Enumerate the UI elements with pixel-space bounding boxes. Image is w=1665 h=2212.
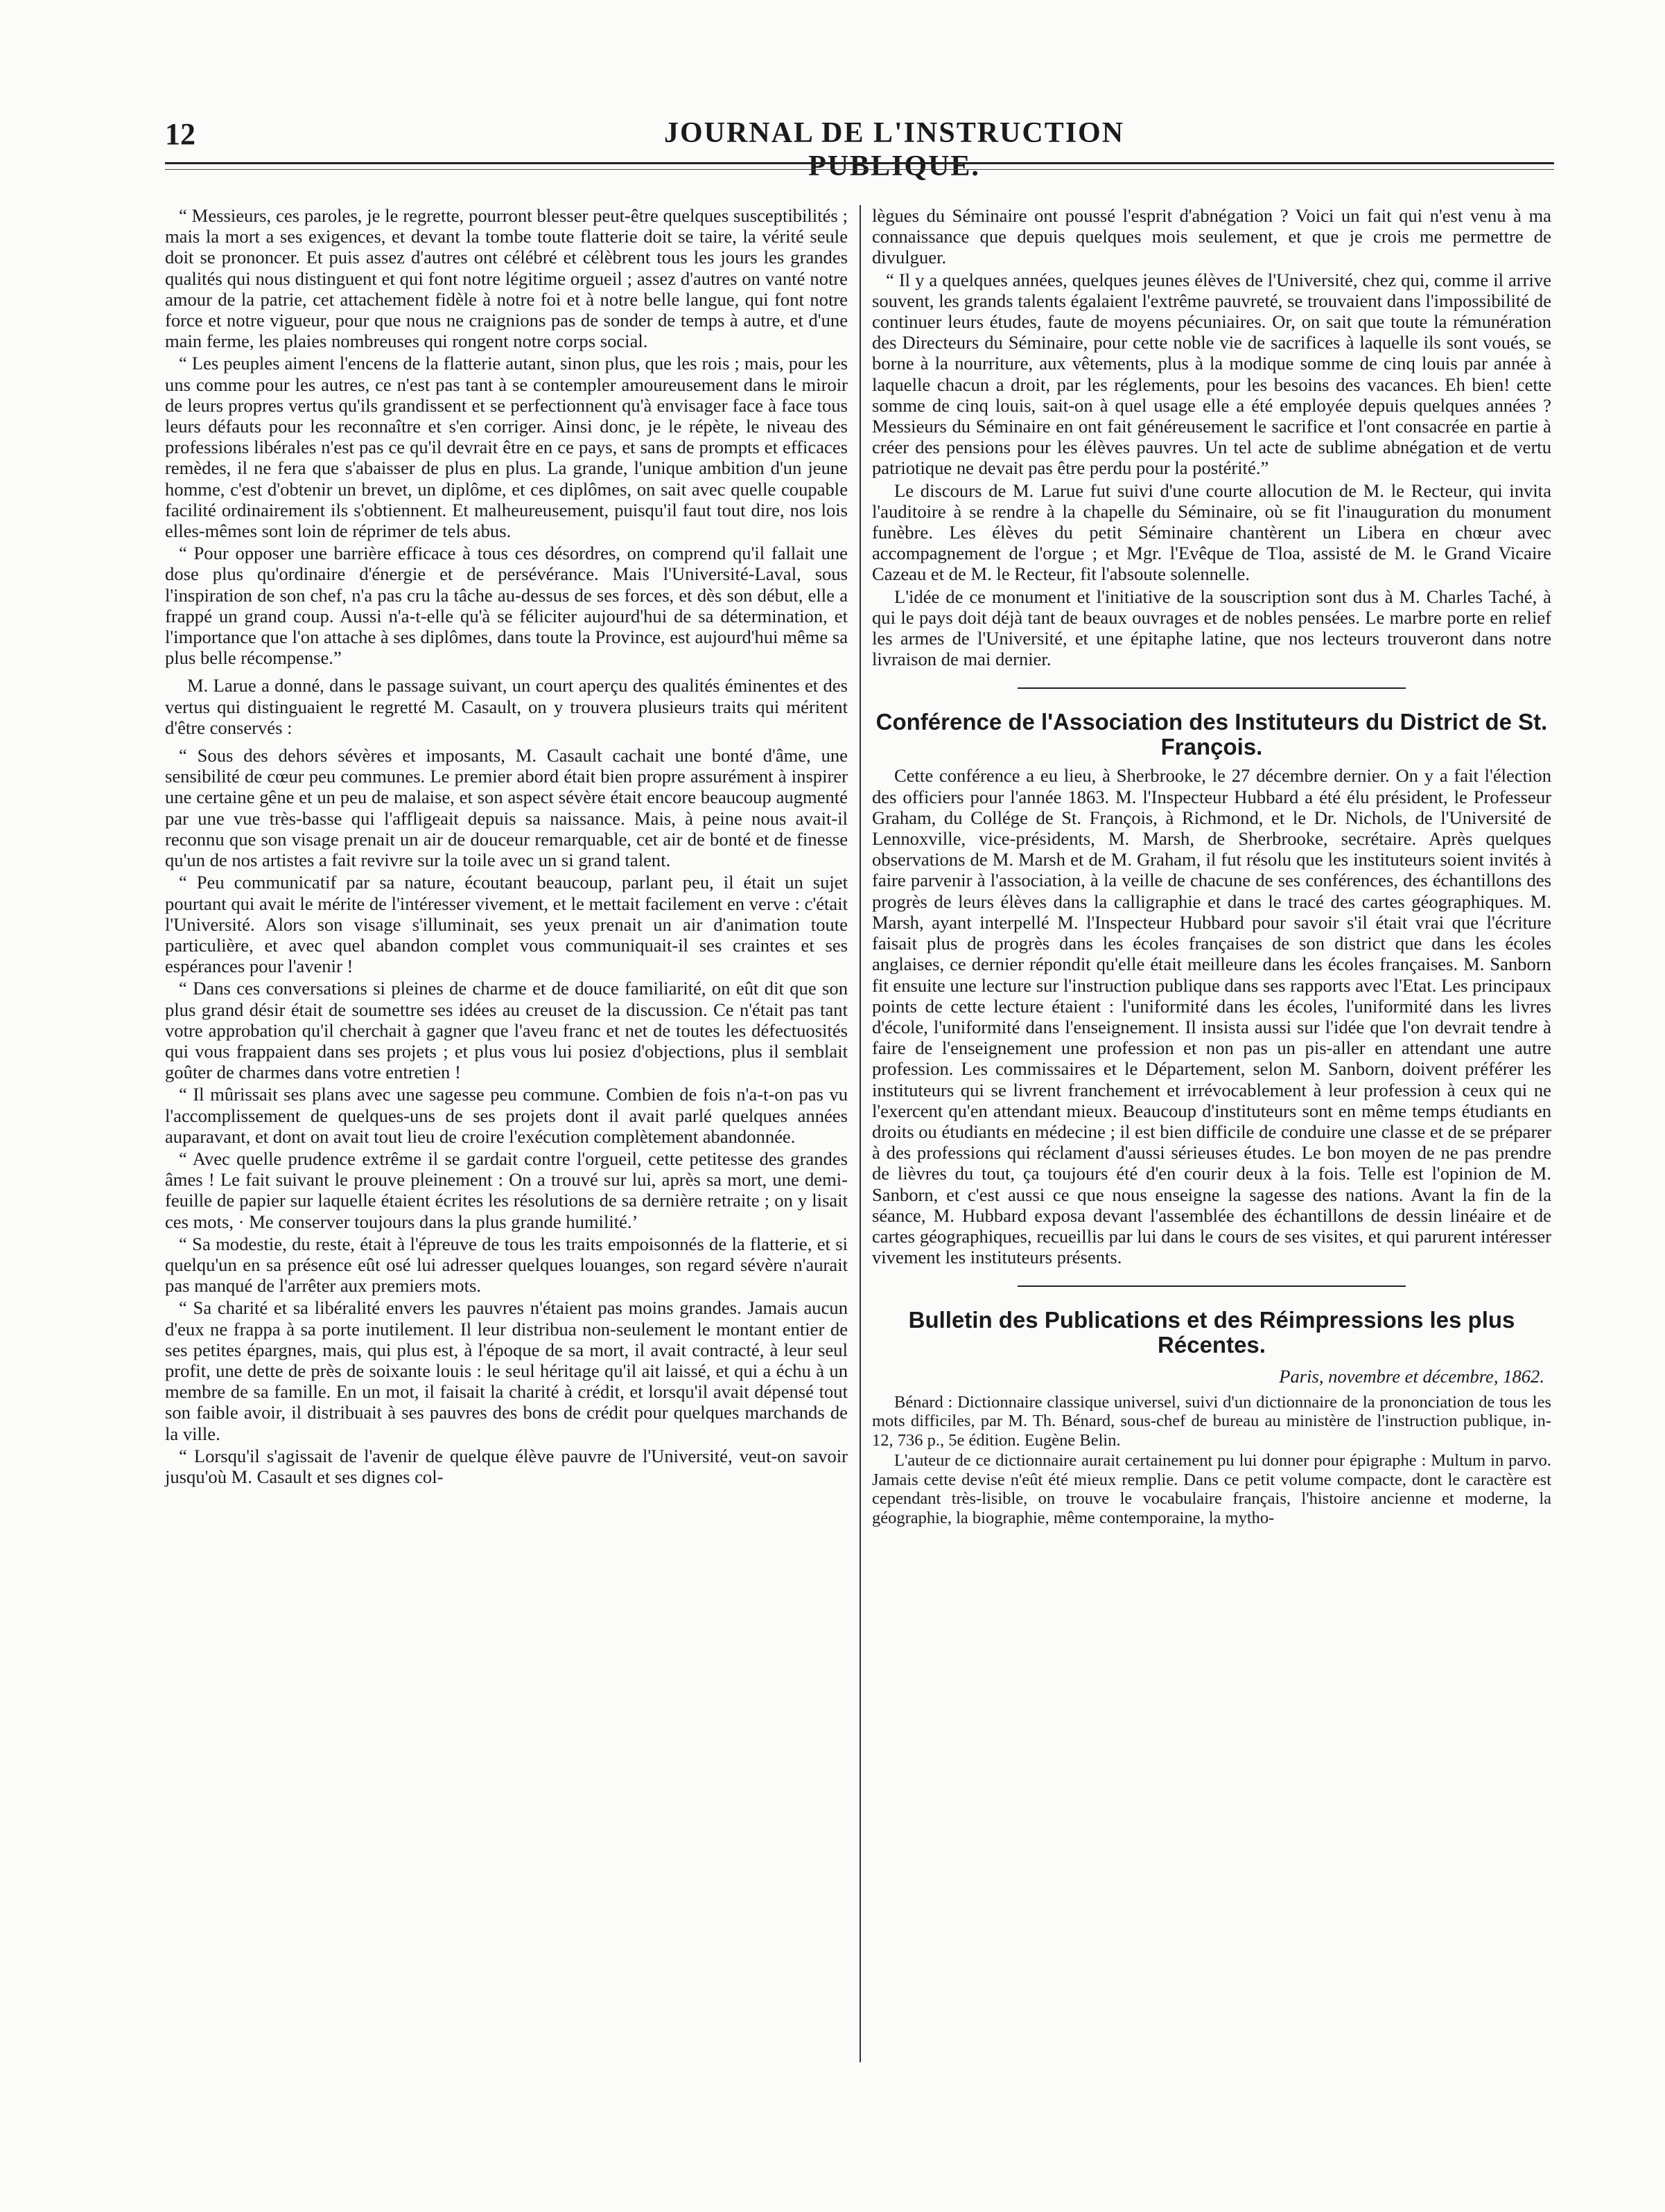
section-rule [1018, 687, 1406, 689]
left-paragraph: “ Sa modestie, du reste, était à l'épreuve de tous les traits empoisonnés de la flatterie, et si quelqu'un en sa présence eût osé lui adresser quelques louanges, son regard sévère n'aurait pas manqué de l'arrêter aux premiers mots. [165, 1233, 848, 1297]
left-paragraph: “ Lorsqu'il s'agissait de l'avenir de quelque élève pauvre de l'Université, veut-on savoir jusqu'où M. Casault et ses dignes col- [165, 1445, 848, 1487]
right-column [872, 205, 1551, 1529]
left-paragraph: “ Sous des dehors sévères et imposants, M. Casault cachait une bonté d'âme, une sensibilité de cœur peu communes. Le premier abord était bien propre assurément à inspirer une certaine gêne et un peu de malaise, et son aspect sévère était encore beaucoup augmenté par une vue très-basse qui l'affligeait depuis sa naissance. Mais, à peine nous avait-il reconnu que son visage prenait un air de douceur remarquable, cet air de bonté et de finesse qu'un de nos artistes a fait revivre sur la toile avec un si grand talent. [165, 745, 848, 871]
bulletin-dateline: Paris, novembre et décembre, 1862. [1279, 1366, 1544, 1387]
header-rule-thin [165, 169, 1554, 170]
running-head: JOURNAL DE L'INSTRUCTION PUBLIQUE. [663, 117, 1125, 182]
left-paragraph: “ Il mûrissait ses plans avec une sagesse peu commune. Combien de fois n'a-t-on pas vu l'accomplissement de quelques-uns de ses projets dont il avait parlé quelques années auparavant, et dont on avait tout lieu de croire l'exécution complètement abandonnée. [165, 1084, 848, 1147]
left-paragraph: M. Larue a donné, dans le passage suivant, un court aperçu des qualités éminentes et des vertus qui distinguaient le regretté M. Casault, on y trouvera plusieurs traits qui méritent d'être conservés : [165, 675, 848, 738]
conference-text: Cette conférence a eu lieu, à Sherbrooke, le 27 décembre dernier. On y a fait l'élection des officiers pour l'année 1863. M. l'Inspecteur Hubbard a été élu président, le Professeur Graham, du Collége de St. François, à Richmond, et le Dr. Nichols, de l'Université de Lennoxville, vice-présidents, M. Marsh, de Sherbrooke, secrétaire. Après quelques observations de M. Marsh et de M. Graham, il fut résolu que les instituteurs soient invités à faire parvenir à l'association, à la veille de chacune de ses conférences, des échantillons des progrès de leurs élèves dans la calligraphie et dans le tracé des cartes géographiques. M. Marsh, ayant interpellé M. l'Inspecteur Hubbard pour savoir s'il était vrai que l'écriture faisait plus de progrès dans les écoles françaises de son district que dans les écoles anglaises, ce dernier répondit qu'elle était meilleure dans les écoles françaises. M. Sanborn fit ensuite une lecture sur l'instruction publique dans ses rapports avec l'Etat. Les principaux points de cette lecture étaient : l'uniformité dans les écoles, l'uniformité dans les livres d'école, l'uniformité dans l'enseignement. Il insista aussi sur l'idée que l'on devrait tendre à faire de l'enseignement une profession et non pas un pis-aller en attendant une autre profession. Les commissaires et le Département, selon M. Sanborn, doivent préférer les instituteurs qui se livrent franchement et irrévocablement à leur profession à ceux qui ne l'exercent qu'en attendant mieux. Beaucoup d'instituteurs sont en même temps étudiants en droits ou étudiants en médecine ; il est bien difficile de conduire une classe et de se préparer à des professions qui réclament d'aussi sérieuses études. Le bon moyen de ne pas prendre de lièvres du tout, ça toujours été d'en courir deux à la fois. Telle est l'opinion de M. Sanborn, et c'est aussi ce que nous enseigne la sagesse des nations. Avant la fin de la séance, M. Hubbard exposa devant l'assemblée des échantillons de dessin linéaire et de cartes géographiques, recueillis par lui dans le cours de ses visites, et qui parurent intéresser vivement les instituteurs présents. [872, 765, 1551, 1268]
bulletin-entry: L'auteur de ce dictionnaire aurait certainement pu lui donner pour épigraphe : Multum in parvo. Jamais cette devise n'eût été mieux remplie. Dans ce petit volume compacte, dont le caractère est cependant très-lisible, on trouve le vocabulaire français, l'histoire ancienne et moderne, la géographie, la biographie, même contemporaine, la mytho- [872, 1451, 1551, 1527]
left-paragraph: “ Pour opposer une barrière efficace à tous ces désordres, on comprend qu'il fallait une dose plus qu'ordinaire d'énergie et de persévérance. Mais l'Université-Laval, sous l'inspiration de son chef, n'a pas cru la tâche au-dessus de ses forces, et dès son début, elle a frappé un grand coup. Aussi n'a-t-elle qu'à se féliciter aujourd'hui de sa détermination, et l'importance que l'on attache à ses diplômes, dans toute la Province, est aujourd'hui même sa plus belle récompense.” [165, 543, 848, 669]
right-paragraph: “ Il y a quelques années, quelques jeunes élèves de l'Université, chez qui, comme il arrive souvent, les grands talents égalaient l'extrême pauvreté, se trouvaient dans l'impossibilité de continuer leurs études, faute de moyens pécuniaires. Or, on sait que toute la rémunération des Directeurs du Séminaire, pour cette noble vie de sacrifices à laquelle ils sont voués, se borne à la nourriture, aux vêtements, plus à la modique somme de cinq louis par année à laquelle chacun a droit, par les réglements, pour les besoins des vacances. Eh bien! cette somme de cinq louis, sait-on à quel usage elle a été employée depuis quelques années ? Messieurs du Séminaire en ont fait généreusement le sacrifice et l'ont consacrée en partie à créer des pensions pour les élèves pauvres. Un tel acte de sublime abnégation et de vertu patriotique ne devait pas être perdu pour la postérité.” [872, 269, 1551, 479]
left-paragraph: “ Dans ces conversations si pleines de charme et de douce familiarité, on eût dit que son plus grand désir était de soumettre ses idées au creuset de la discussion. Ce n'était pas tant votre approbation qu'il cherchait à gagner que l'aveu franc et net de toutes les défectuosités qui vous frappaient dans ses projets ; et plus vous lui posiez d'objections, plus il semblait goûter de charmes dans votre entretien ! [165, 978, 848, 1083]
bulletin-heading: Bulletin des Publications et des Réimpressions les plus Récentes. [908, 1307, 1515, 1358]
left-paragraph: “ Sa charité et sa libéralité envers les pauvres n'étaient pas moins grandes. Jamais aucun d'eux ne frappa à sa porte inutilement. Il leur distribua non-seulement le montant entier de ses petites épargnes, mais, qui plus est, à l'époque de sa mort, il avait contracté, à leur seul profit, une dette de près de soixante louis : le seul héritage qu'il ait laissé, et qui a échu à un membre de sa famille. En un mot, il faisait la charité à crédit, et lorsqu'il avait dépensé tout son faible avoir, il distribuait à ses pauvres des bons de crédit pour quelques marchands de la ville. [165, 1297, 848, 1444]
right-paragraph: L'idée de ce monument et l'initiative de la souscription sont dus à M. Charles Taché, à qui le pays doit déjà tant de beaux ouvrages et de nobles pensées. Le marbre porte en relief les armes de l'Université, et une épitaphe latine, que nos lecteurs trouveront dans notre livraison de mai dernier. [872, 586, 1551, 670]
column-divider [860, 205, 861, 2062]
right-paragraph: lègues du Séminaire ont poussé l'esprit d'abnégation ? Voici un fait qui n'est venu à ma connaissance que depuis quelques mois seulement, et que je crois me permettre de divulguer. [872, 205, 1551, 268]
left-paragraph: “ Messieurs, ces paroles, je le regrette, pourront blesser peut-être quelques susceptibilités ; mais la mort a ses exigences, et devant la tombe toute flatterie doit se taire, la vérité seule doit se prononcer. Et puis assez d'autres ont célébré et célèbrent tous les jours les grandes qualités qui nous distinguent et qui font notre légitime orgueil ; assez d'autres on vanté notre amour de la patrie, cet attachement fidèle à notre foi et à notre belle langue, qui font notre force et notre vigueur, pour que nous ne craignions pas de sonder de temps à autre, et d'une main ferme, les plaies nombreuses qui rongent notre corps social. [165, 205, 848, 352]
left-paragraph: “ Avec quelle prudence extrême il se gardait contre l'orgueil, cette petitesse des grandes âmes ! Le fait suivant le prouve pleinement : On a trouvé sur lui, après sa mort, une demi-feuille de papier sur laquelle étaient écrites les résolutions de sa dernière retraite ; on y lisait ces mots, · Me conserver toujours dans la plus grande humilité.’ [165, 1148, 848, 1232]
right-paragraph: Le discours de M. Larue fut suivi d'une courte allocution de M. le Recteur, qui invita l'auditoire à se rendre à la chapelle du Séminaire, où se fit l'inauguration du monument funèbre. Les élèves du petit Séminaire chantèrent un Libera en chœur avec accompagnement de l'orgue ; et Mgr. l'Evêque de Tloa, assisté de M. le Grand Vicaire Cazeau et de M. le Recteur, fit l'absoute solennelle. [872, 480, 1551, 585]
left-paragraph: “ Peu communicatif par sa nature, écoutant beaucoup, parlant peu, il était un sujet pourtant qui avait le mérite de l'intéresser vivement, et le mettait facilement en verve : c'était l'Université. Alors son visage s'illuminait, ses yeux prenait un air d'animation toute particulière, et avec quel abandon complet vous communiquait-il ses craintes et ses espérances pour l'avenir ! [165, 872, 848, 977]
section-rule [1018, 1285, 1406, 1287]
page-number: 12 [165, 117, 195, 151]
header-rule [165, 162, 1554, 164]
bulletin-entry: Bénard : Dictionnaire classique universel, suivi d'un dictionnaire de la prononciation de tous les mots difficiles, par M. Th. Bénard, sous-chef de bureau au ministère de l'instruction publique, in-12, 736 p., 5e édition. Eugène Belin. [872, 1392, 1551, 1450]
left-paragraph: “ Les peuples aiment l'encens de la flatterie autant, sinon plus, que les rois ; mais, pour les uns comme pour les autres, ce n'est pas tant à se contempler amoureusement dans le miroir de leurs propres vertus qu'ils grandissent et se perfectionnent qu'à envisager face à face tous leurs défauts pour les reconnaître et s'en corriger. Ainsi donc, je le répète, le niveau des professions libérales n'est pas ce qu'il devrait être en ce pays, et sans de prompts et efficaces remèdes, il ne fera que s'abaisser de plus en plus. La grande, l'unique ambition d'un jeune homme, c'est d'obtenir un brevet, un diplôme, et ces diplômes, on sait avec quelle coupable facilité ordinairement ils s'obtiennent. Et malheureusement, puisqu'il faut tout dire, nos lois elles-mêmes sont loin de réprimer de tels abus. [165, 353, 848, 542]
conference-heading: Conférence de l'Association des Instituteurs du District de St. François. [875, 709, 1548, 760]
left-column [165, 205, 848, 1489]
